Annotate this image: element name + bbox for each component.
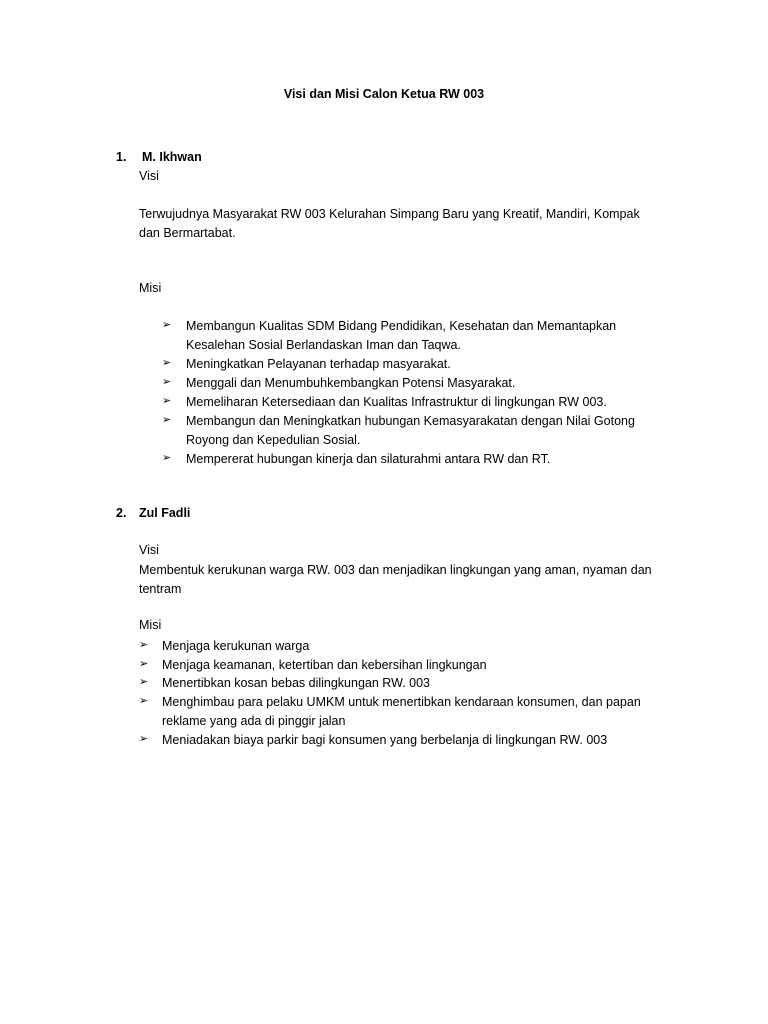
list-item-text: Menggali dan Menumbuhkembangkan Potensi Masyarakat. [186,376,516,390]
candidate-2-visi-label: Visi [139,543,159,557]
list-item-text: Menertibkan kosan bebas dilingkungan RW. 003 [162,676,430,690]
candidate-1-visi-line-1: Terwujudnya Masyarakat RW 003 Kelurahan Simpang Baru yang Kreatif, Mandiri, Kompak [139,207,640,221]
list-item-text: Menjaga kerukunan warga [162,639,310,653]
candidate-1-name: M. Ikhwan [142,150,202,164]
arrow-bullet-icon: ➢ [139,676,149,688]
candidate-2-number: 2. [116,506,127,520]
candidate-1-visi-label: Visi [139,169,159,183]
list-item-text: Mempererat hubungan kinerja dan silaturahmi antara RW dan RT. [186,452,551,466]
arrow-bullet-icon: ➢ [162,395,172,407]
arrow-bullet-icon: ➢ [162,452,172,464]
arrow-bullet-icon: ➢ [162,414,172,426]
list-item-text: Membangun Kualitas SDM Bidang Pendidikan, Kesehatan dan Memantapkan [186,319,617,333]
arrow-bullet-icon: ➢ [162,376,172,388]
arrow-bullet-icon: ➢ [139,695,149,707]
list-item-text-cont: Kesalehan Sosial Berlandaskan Iman dan Taqwa. [186,338,461,352]
candidate-2-visi-line-1: Membentuk kerukunan warga RW. 003 dan menjadikan lingkungan yang aman, nyaman dan [139,563,652,577]
list-item-text: Menjaga keamanan, ketertiban dan kebersihan lingkungan [162,658,487,672]
candidate-2-visi-line-2: tentram [139,582,182,596]
candidate-2-name: Zul Fadli [139,506,191,520]
list-item-text: Menghimbau para pelaku UMKM untuk menertibkan kendaraan konsumen, dan papan [162,695,641,709]
arrow-bullet-icon: ➢ [139,733,149,745]
candidate-1-number: 1. [116,150,127,164]
arrow-bullet-icon: ➢ [139,658,149,670]
arrow-bullet-icon: ➢ [162,319,172,331]
list-item-text: Memeliharan Ketersediaan dan Kualitas Infrastruktur di lingkungan RW 003. [186,395,607,409]
list-item-text: Meniadakan biaya parkir bagi konsumen yang berbelanja di lingkungan RW. 003 [162,733,608,747]
list-item-text: Membangun dan Meningkatkan hubungan Kemasyarakatan dengan Nilai Gotong [186,414,635,428]
document-title: Visi dan Misi Calon Ketua RW 003 [283,87,485,101]
candidate-2-misi-label: Misi [139,618,162,632]
arrow-bullet-icon: ➢ [162,357,172,369]
list-item-text-cont: Royong dan Kepedulian Sosial. [186,433,361,447]
arrow-bullet-icon: ➢ [139,639,149,651]
candidate-1-visi-line-2: dan Bermartabat. [139,226,236,240]
candidate-1-misi-label: Misi [139,281,162,295]
list-item-text: Meningkatkan Pelayanan terhadap masyarakat. [186,357,451,371]
list-item-text-cont: reklame yang ada di pinggir jalan [162,714,346,728]
